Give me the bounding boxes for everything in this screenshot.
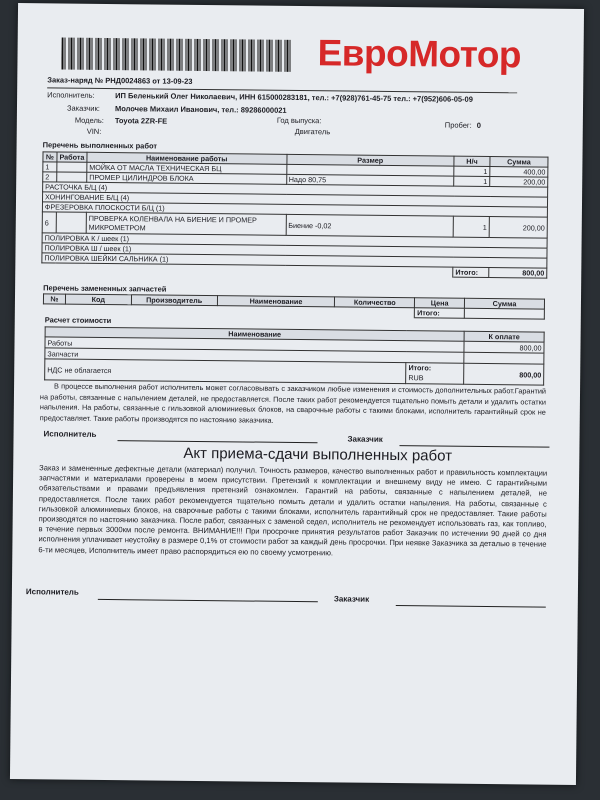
row-sum: 200,00	[489, 217, 547, 239]
cost-currency: RUB	[408, 373, 424, 383]
row-sum: 200,00	[490, 177, 548, 188]
notice-text: В процессе выполнения работ исполнитель может согласовывать с заказчиком любые изменения и стоимость дополнительных работ.Гарантий на работы, связанные с напылением деталей, не предоставляется. После таких работ рекомендуется тщательно помыть детали и удалить остатки напыления. На работы, связанные с гильзовкой алюминиевых блоков, на сварочные работы с такими блоками, исполнитель гарантийный срок не предоставляет. Такие работы производятся по настоянию заказчика.	[39, 381, 547, 425]
col-name: Наименование	[217, 296, 335, 307]
engine-label: Двигатель	[294, 126, 331, 137]
contractor-value: ИП Беленький Олег Николаевич, ИНН 615000283181, тел.: +7(928)761-45-75 тел.: +7(952)606-05-09	[115, 91, 473, 104]
sign2-contractor-label: Исполнитель	[25, 587, 79, 597]
col-name: Наименование	[45, 327, 464, 341]
row-sum: 400,00	[490, 167, 548, 178]
act-title: Акт приема-сдачи выполненных работ	[183, 444, 453, 465]
sign1-customer-label: Заказчик	[347, 434, 383, 444]
works-title: Перечень выполненных работ	[42, 140, 158, 151]
parts-total-value	[464, 308, 544, 319]
row-no: 2	[43, 172, 57, 182]
row-no: 1	[43, 162, 57, 172]
cost-parts-value	[464, 352, 544, 364]
row-work	[57, 172, 87, 182]
cost-total-labels	[406, 363, 464, 385]
works-total-value: 800,00	[489, 268, 547, 279]
cost-works-value: 800,00	[464, 341, 544, 353]
row-full: ХОНИНГОВАНИЕ Б/Ц (4)	[42, 192, 547, 207]
col-pay: К оплате	[464, 331, 544, 342]
row-size: Надо 80,75	[286, 174, 454, 186]
row-full: ПОЛИРОВКА ШЕЙКИ САЛЬНИКА (1)	[42, 253, 547, 268]
col-no: №	[43, 294, 65, 304]
col-hours: Н/ч	[454, 156, 490, 166]
brand-logo: ЕвроМотор	[317, 32, 522, 76]
parts-total-label: Итого:	[415, 308, 465, 319]
sign2-customer-label: Заказчик	[333, 594, 370, 604]
row-hours: 1	[454, 166, 490, 176]
row-work	[56, 212, 86, 233]
row-full: ПОЛИРОВКА Ш / шеек (1)	[42, 243, 547, 258]
col-work: Работа	[57, 152, 87, 162]
mileage-value: 0	[476, 120, 482, 130]
sign2-customer-line	[396, 605, 546, 608]
col-code: Код	[65, 294, 131, 305]
col-name: Наименование работы	[87, 152, 287, 164]
row-name: ПРОМЕР ЦИЛИНДРОВ БЛОКА	[87, 172, 287, 184]
row-hours: 1	[453, 216, 489, 237]
cost-table	[44, 326, 545, 385]
year-label: Год выпуска:	[276, 115, 322, 126]
row-size: Биение -0,02	[286, 214, 454, 237]
cost-total-value: 800,00	[464, 363, 544, 385]
col-qty: Количество	[335, 297, 415, 308]
col-no: №	[43, 152, 57, 162]
row-full: ПОЛИРОВКА К / шеек (1)	[42, 233, 547, 248]
act-text: Заказ и замененные дефектные детали (материал) получил. Точность размеров, качество выполненных работ и правильность комплектации запчастями и материалами проверены в моем присутствии. Претензий к комплектации и внешнему виду не имею. С гарантийными обязательствами и правами предъявления претензий ознакомлен. Гарантий на работы, связанные с напылением деталей, не предоставляется. После таких работ рекомендуется тщательно помыть детали и удалить остатки напыления. На работы, связанные с гильзовкой алюминиевых блоков, на сварочные работы с такими блоками, исполнитель гарантийный срок не предоставляет. Такие работы производятся по настоянию заказчика. После работ, связанных с заменой седел, исполнитель не рекомендует использовать газ, как топливо, в течение первых 3000км после ремонта. ВНИМАНИЕ!!! При просрочке принятия результатов работ Заказчик по истечении 90 дней со дня исполнения уплачивает неустойку в размере 0,1% от стоимости работ за каждый день просрочки. При неявке Заказчика за деталью в течение 6-ти месяцев, Исполнитель имеет право распорядиться ею по своему усмотрению.	[38, 463, 548, 558]
customer-value: Молочев Михаил Иванович, тел.: 89286000021	[114, 104, 287, 115]
col-sum: Сумма	[465, 298, 545, 309]
row-full: ФРЕЗЕРОВКА ПЛОСКОСТИ Б/Ц (1)	[42, 202, 547, 217]
cost-total-label: Итого:	[408, 363, 432, 373]
customer-label: Заказчик:	[66, 103, 100, 113]
parts-title: Перечень замененных запчастей	[43, 283, 167, 294]
parts-table	[43, 293, 545, 319]
works-total-label: Итого:	[453, 267, 489, 277]
barcode	[61, 38, 291, 72]
cost-parts-label: Запчасти	[45, 348, 464, 363]
col-sum: Сумма	[490, 157, 548, 168]
row-name: МОЙКА ОТ МАСЛА ТЕХНИЧЕСКАЯ БЦ	[87, 162, 287, 174]
col-size: Размер	[286, 154, 454, 166]
contractor-label: Исполнитель:	[47, 90, 95, 100]
col-maker: Производитель	[131, 295, 217, 306]
col-price: Цена	[415, 298, 465, 309]
vat-note: НДС не облагается	[45, 359, 406, 384]
cost-works-label: Работы	[45, 337, 464, 352]
row-no: 6	[42, 212, 56, 233]
row-name: ПРОВЕРКА КОЛЕНВАЛА НА БИЕНИЕ И ПРОМЕР МИКРОМЕТРОМ	[86, 212, 286, 235]
row-full: РАСТОЧКА Б/Ц (4)	[43, 182, 548, 197]
model-label: Модель:	[74, 115, 104, 125]
row-hours: 1	[454, 176, 490, 186]
sign1-contractor-label: Исполнитель	[43, 429, 97, 439]
mileage-label: Пробег:	[444, 120, 472, 130]
works-table	[41, 151, 548, 278]
order-title: Заказ-наряд № РНД0024863 от 13-09-23	[47, 75, 193, 86]
row-work	[57, 162, 87, 172]
cost-title: Расчет стоимости	[44, 315, 112, 326]
vin-label: VIN:	[86, 126, 102, 136]
model-value: Toyota 2ZR-FE	[114, 116, 168, 126]
document-sheet	[10, 3, 584, 785]
sign1-contractor-line	[117, 440, 317, 443]
sign2-contractor-line	[98, 599, 318, 602]
